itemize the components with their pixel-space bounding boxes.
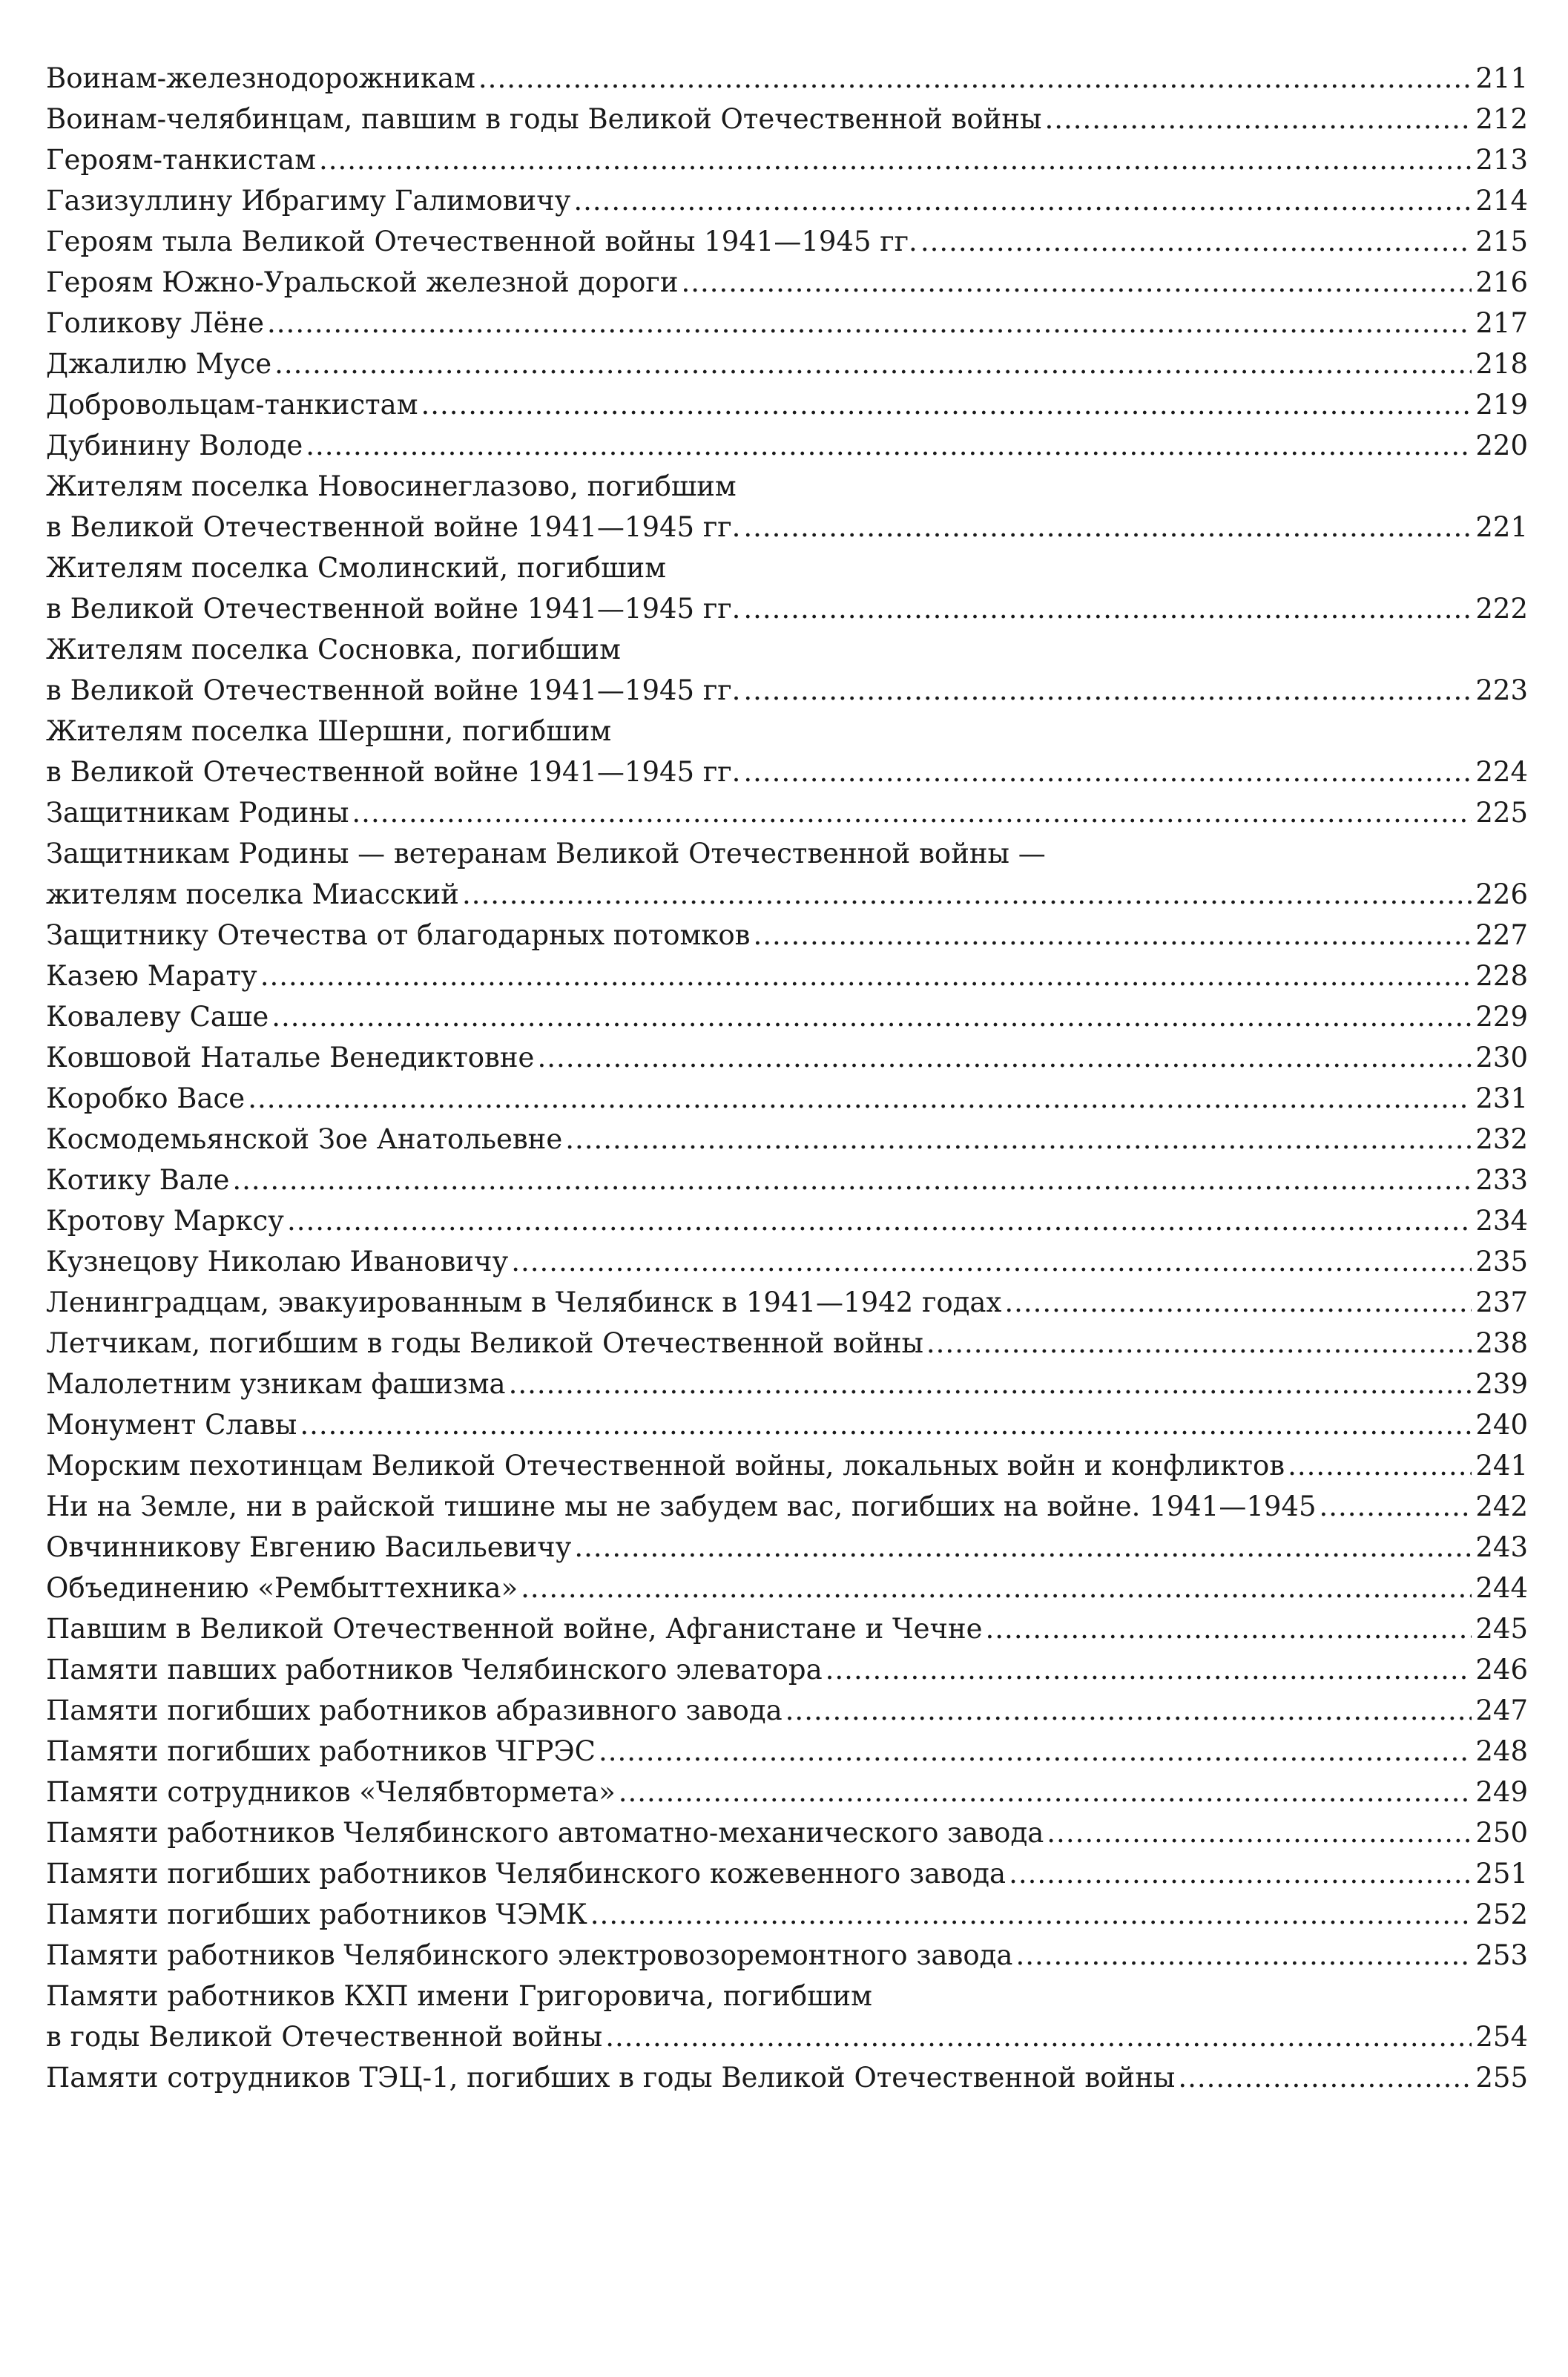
- toc-entry-title: Голикову Лёне: [46, 307, 265, 339]
- toc-entry-page-number: 213: [1475, 144, 1528, 176]
- toc-entry-title: Памяти сотрудников «Челябвтормета»: [46, 1776, 616, 1808]
- toc-entry-title: Космодемьянской Зое Анатольевне: [46, 1123, 563, 1155]
- dot-leader: [1288, 1445, 1472, 1486]
- toc-entry-line: [46, 1812, 1528, 1853]
- toc-entry[interactable]: [46, 99, 1528, 139]
- toc-entry-line: [46, 1078, 1528, 1119]
- dot-leader: [1004, 1282, 1472, 1323]
- toc-entry[interactable]: [46, 629, 1528, 711]
- toc-entry-title-first-line: Жителям поселка Смолинский, погибшим: [46, 552, 666, 584]
- toc-entry[interactable]: [46, 1119, 1528, 1160]
- toc-entry-page-number: 254: [1475, 2021, 1528, 2053]
- toc-entry-page-number: 220: [1475, 430, 1528, 461]
- toc-entry[interactable]: [46, 1853, 1528, 1894]
- toc-entry-page-number: 212: [1475, 103, 1528, 135]
- toc-entry-page-number: 222: [1475, 593, 1528, 625]
- toc-entry[interactable]: [46, 915, 1528, 956]
- toc-entry-page-number: 227: [1475, 919, 1528, 951]
- toc-entry-page-number: 255: [1475, 2062, 1528, 2094]
- toc-entry-page-number: 218: [1475, 348, 1528, 380]
- toc-entry-title: Ленинградцам, эвакуированным в Челябинск в 1941—1942 годах: [46, 1286, 1002, 1318]
- dot-leader: [574, 1527, 1472, 1568]
- toc-entry[interactable]: [46, 1078, 1528, 1119]
- toc-entry-title: Кузнецову Николаю Ивановичу: [46, 1246, 509, 1278]
- toc-entry-page-number: 229: [1475, 1001, 1528, 1033]
- toc-entry[interactable]: [46, 1486, 1528, 1527]
- toc-entry-line: [46, 1364, 1528, 1404]
- dot-leader: [681, 262, 1472, 303]
- toc-entry-line: [46, 2016, 1528, 2057]
- toc-entry[interactable]: [46, 792, 1528, 833]
- dot-leader: [274, 343, 1472, 384]
- toc-entry-page-number: 238: [1475, 1327, 1528, 1359]
- toc-entry-title: Памяти погибших работников Челябинского кожевенного завода: [46, 1858, 1007, 1890]
- dot-leader: [260, 956, 1472, 996]
- dot-leader: [509, 1364, 1472, 1404]
- toc-entry-line: [46, 1486, 1528, 1527]
- toc-entry-page-number: 231: [1475, 1082, 1528, 1114]
- toc-entry[interactable]: [46, 343, 1528, 384]
- toc-entry[interactable]: [46, 1690, 1528, 1731]
- toc-entry-line: [46, 1241, 1528, 1282]
- toc-entry-page-number: 248: [1475, 1735, 1528, 1767]
- dot-leader: [267, 303, 1472, 343]
- toc-entry-title: Памяти сотрудников ТЭЦ-1, погибших в годы Великой Отечественной войны: [46, 2062, 1176, 2094]
- toc-page: [46, 58, 1528, 2098]
- toc-entry-line: [46, 343, 1528, 384]
- toc-entry-title: Героям-танкистам: [46, 144, 316, 176]
- toc-entry[interactable]: [46, 833, 1528, 915]
- dot-leader: [986, 1608, 1472, 1649]
- toc-entry-page-number: 244: [1475, 1572, 1528, 1604]
- dot-leader: [573, 180, 1472, 221]
- dot-leader: [599, 1731, 1472, 1772]
- toc-entry-line: [46, 99, 1528, 139]
- toc-entry[interactable]: [46, 180, 1528, 221]
- toc-entry[interactable]: [46, 711, 1528, 792]
- toc-entry[interactable]: [46, 996, 1528, 1037]
- toc-entry[interactable]: [46, 303, 1528, 343]
- toc-entry-title: в Великой Отечественной войне 1941—1945 гг.: [46, 674, 741, 706]
- toc-entry-title: Малолетним узникам фашизма: [46, 1368, 506, 1400]
- toc-entry-line: [46, 1649, 1528, 1690]
- dot-leader: [300, 1404, 1472, 1445]
- toc-entry-line: [46, 1200, 1528, 1241]
- dot-leader: [743, 752, 1472, 792]
- toc-entry-line: [46, 58, 1528, 99]
- toc-entry-page-number: 245: [1475, 1613, 1528, 1645]
- dot-leader: [287, 1200, 1472, 1241]
- toc-entry[interactable]: [46, 139, 1528, 180]
- toc-entry-page-number: 217: [1475, 307, 1528, 339]
- toc-entry[interactable]: [46, 1894, 1528, 1935]
- dot-leader: [306, 425, 1472, 466]
- toc-entry-page-number: 251: [1475, 1858, 1528, 1890]
- toc-entry-line: [46, 915, 1528, 956]
- toc-entry-title: Котику Вале: [46, 1164, 230, 1196]
- toc-entry-line: [46, 180, 1528, 221]
- dot-leader: [565, 1119, 1472, 1160]
- toc-entry-line: [46, 1935, 1528, 1976]
- toc-entry[interactable]: [46, 262, 1528, 303]
- toc-entry-line: [46, 262, 1528, 303]
- toc-entry-line: [46, 588, 1528, 629]
- toc-entry-title: Морским пехотинцам Великой Отечественной войны, локальных войн и конфликтов: [46, 1450, 1285, 1482]
- toc-entry-page-number: 252: [1475, 1898, 1528, 1930]
- dot-leader: [232, 1160, 1472, 1200]
- toc-entry-page-number: 221: [1475, 511, 1528, 543]
- toc-entry-page-number: 243: [1475, 1531, 1528, 1563]
- toc-entry-title: Ковшовой Наталье Венедиктовне: [46, 1042, 535, 1074]
- toc-entry-page-number: 223: [1475, 674, 1528, 706]
- toc-entry-title: Героям Южно-Уральской железной дороги: [46, 266, 679, 298]
- toc-entry[interactable]: [46, 1364, 1528, 1404]
- toc-entry[interactable]: [46, 1160, 1528, 1200]
- toc-entry-page-number: 239: [1475, 1368, 1528, 1400]
- toc-entry-title: жителям поселка Миасский: [46, 878, 459, 910]
- toc-entry-page-number: 226: [1475, 878, 1528, 910]
- toc-entry-page-number: 224: [1475, 756, 1528, 788]
- toc-entry[interactable]: [46, 956, 1528, 996]
- toc-entry-line: [46, 1731, 1528, 1772]
- dot-leader: [926, 1323, 1472, 1364]
- toc-entry-line: [46, 956, 1528, 996]
- toc-entry-line: [46, 1404, 1528, 1445]
- toc-entry-page-number: 228: [1475, 960, 1528, 992]
- toc-entry-page-number: 240: [1475, 1409, 1528, 1441]
- toc-entry-title: Летчикам, погибшим в годы Великой Отечественной войны: [46, 1327, 923, 1359]
- toc-entry-page-number: 242: [1475, 1490, 1528, 1522]
- table-of-contents: [46, 58, 1528, 2098]
- toc-entry-title: Памяти погибших работников ЧГРЭС: [46, 1735, 596, 1767]
- toc-entry-page-number: 225: [1475, 797, 1528, 829]
- toc-entry[interactable]: [46, 1037, 1528, 1078]
- dot-leader: [521, 1568, 1472, 1608]
- toc-entry-title: Воинам-челябинцам, павшим в годы Великой Отечественной войны: [46, 103, 1042, 135]
- dot-leader: [248, 1078, 1472, 1119]
- toc-entry-line: [46, 1568, 1528, 1608]
- toc-entry-page-number: 219: [1475, 389, 1528, 421]
- dot-leader: [590, 1894, 1472, 1935]
- toc-entry-title-first-line: Памяти работников КХП имени Григоровича, погибшим: [46, 1980, 872, 2012]
- toc-entry-page-number: 214: [1475, 185, 1528, 217]
- toc-entry-title: Газизуллину Ибрагиму Галимовичу: [46, 185, 571, 217]
- toc-entry[interactable]: [46, 1772, 1528, 1812]
- toc-entry-title: в Великой Отечественной войне 1941—1945 гг.: [46, 756, 741, 788]
- toc-entry[interactable]: [46, 548, 1528, 629]
- toc-entry-page-number: 234: [1475, 1205, 1528, 1237]
- toc-entry-line: [46, 996, 1528, 1037]
- toc-entry[interactable]: [46, 221, 1528, 262]
- toc-entry-line: [46, 139, 1528, 180]
- dot-leader: [319, 139, 1472, 180]
- toc-entry-line: [46, 303, 1528, 343]
- toc-entry-title: Объединению «Рембыттехника»: [46, 1572, 518, 1604]
- toc-entry[interactable]: [46, 1935, 1528, 1976]
- dot-leader: [743, 588, 1472, 629]
- toc-entry[interactable]: [46, 1608, 1528, 1649]
- toc-entry-title-first-line: Защитникам Родины — ветеранам Великой Отечественной войны —: [46, 838, 1046, 869]
- toc-entry-page-number: 237: [1475, 1286, 1528, 1318]
- dot-leader: [619, 1772, 1472, 1812]
- toc-entry-title: Джалилю Мусе: [46, 348, 272, 380]
- toc-entry-line: [46, 1037, 1528, 1078]
- toc-entry-line: [46, 1690, 1528, 1731]
- dot-leader: [920, 221, 1472, 262]
- toc-entry-line: [46, 1772, 1528, 1812]
- toc-entry-page-number: 247: [1475, 1694, 1528, 1726]
- dot-leader: [1015, 1935, 1472, 1976]
- dot-leader: [271, 996, 1472, 1037]
- toc-entry-title: Ковалеву Саше: [46, 1001, 269, 1033]
- toc-entry-title: Кротову Марксу: [46, 1205, 284, 1237]
- toc-entry[interactable]: [46, 1649, 1528, 1690]
- toc-entry-line: [46, 384, 1528, 425]
- toc-entry-page-number: 241: [1475, 1450, 1528, 1482]
- toc-entry-title: Коробко Васе: [46, 1082, 246, 1114]
- toc-entry-page-number: 233: [1475, 1164, 1528, 1196]
- toc-entry[interactable]: [46, 1282, 1528, 1323]
- toc-entry-title-first-line: Жителям поселка Сосновка, погибшим: [46, 634, 621, 665]
- toc-entry-title: Дубинину Володе: [46, 430, 303, 461]
- toc-entry-title: Памяти работников Челябинского автоматно-механического завода: [46, 1817, 1044, 1849]
- toc-entry-title: Памяти погибших работников абразивного завода: [46, 1694, 783, 1726]
- dot-leader: [826, 1649, 1472, 1690]
- toc-entry-line: [46, 1323, 1528, 1364]
- dot-leader: [1320, 1486, 1472, 1527]
- toc-entry-title: Героям тыла Великой Отечественной войны 1941—1945 гг.: [46, 226, 918, 257]
- dot-leader: [421, 384, 1472, 425]
- toc-entry[interactable]: [46, 1445, 1528, 1486]
- toc-entry-line: [46, 2057, 1528, 2098]
- toc-entry-page-number: 250: [1475, 1817, 1528, 1849]
- toc-entry[interactable]: [46, 1404, 1528, 1445]
- toc-entry[interactable]: [46, 1241, 1528, 1282]
- dot-leader: [462, 874, 1472, 915]
- toc-entry-title: Павшим в Великой Отечественной войне, Афганистане и Чечне: [46, 1613, 983, 1645]
- dot-leader: [605, 2016, 1472, 2057]
- toc-entry-title: в годы Великой Отечественной войны: [46, 2021, 603, 2053]
- dot-leader: [743, 507, 1472, 548]
- toc-entry-line: [46, 874, 1528, 915]
- toc-entry-line: [46, 1608, 1528, 1649]
- toc-entry[interactable]: [46, 1527, 1528, 1568]
- toc-entry-line: [46, 670, 1528, 711]
- dot-leader: [537, 1037, 1472, 1078]
- dot-leader: [511, 1241, 1472, 1282]
- toc-entry-page-number: 235: [1475, 1246, 1528, 1278]
- toc-entry-line: [46, 425, 1528, 466]
- toc-entry[interactable]: [46, 1323, 1528, 1364]
- toc-entry[interactable]: [46, 425, 1528, 466]
- dot-leader: [1009, 1853, 1472, 1894]
- toc-entry-line: [46, 507, 1528, 548]
- toc-entry-line: [46, 221, 1528, 262]
- toc-entry-title: Ни на Земле, ни в райской тишине мы не забудем вас, погибших на войне. 1941—1945: [46, 1490, 1317, 1522]
- toc-entry-line: [46, 1445, 1528, 1486]
- toc-entry-title: Защитникам Родины: [46, 797, 349, 829]
- dot-leader: [352, 792, 1472, 833]
- dot-leader: [1178, 2057, 1472, 2098]
- dot-leader: [1047, 1812, 1472, 1853]
- toc-entry[interactable]: [46, 1200, 1528, 1241]
- dot-leader: [743, 670, 1472, 711]
- toc-entry-title: Защитнику Отечества от благодарных потомков: [46, 919, 751, 951]
- toc-entry-title: в Великой Отечественной войне 1941—1945 гг.: [46, 593, 741, 625]
- toc-entry-page-number: 232: [1475, 1123, 1528, 1155]
- toc-entry-line: [46, 1282, 1528, 1323]
- toc-entry-line: [46, 752, 1528, 792]
- toc-entry-line: [46, 1119, 1528, 1160]
- toc-entry-line: [46, 1853, 1528, 1894]
- toc-entry[interactable]: [46, 1568, 1528, 1608]
- toc-entry-title: Овчинникову Евгению Васильевичу: [46, 1531, 572, 1563]
- toc-entry-line: [46, 1160, 1528, 1200]
- dot-leader: [1044, 99, 1472, 139]
- toc-entry-line: [46, 1527, 1528, 1568]
- toc-entry-page-number: 215: [1475, 226, 1528, 257]
- dot-leader: [753, 915, 1472, 956]
- toc-entry-title: Памяти павших работников Челябинского элеватора: [46, 1654, 823, 1686]
- toc-entry-title: Памяти работников Челябинского электровозоремонтного завода: [46, 1939, 1013, 1971]
- toc-entry-line: [46, 1894, 1528, 1935]
- toc-entry-title: Добровольцам-танкистам: [46, 389, 418, 421]
- toc-entry-line: [46, 792, 1528, 833]
- toc-entry[interactable]: [46, 1812, 1528, 1853]
- toc-entry-page-number: 249: [1475, 1776, 1528, 1808]
- toc-entry-page-number: 253: [1475, 1939, 1528, 1971]
- toc-entry[interactable]: [46, 384, 1528, 425]
- toc-entry-title: в Великой Отечественной войне 1941—1945 гг.: [46, 511, 741, 543]
- toc-entry-page-number: 216: [1475, 266, 1528, 298]
- toc-entry-title: Монумент Славы: [46, 1409, 297, 1441]
- toc-entry-page-number: 246: [1475, 1654, 1528, 1686]
- toc-entry-title-first-line: Жителям поселка Шершни, погибшим: [46, 715, 612, 747]
- toc-entry-title-first-line: Жителям поселка Новосинеглазово, погибшим: [46, 470, 737, 502]
- toc-entry[interactable]: [46, 2057, 1528, 2098]
- toc-entry[interactable]: [46, 1731, 1528, 1772]
- toc-entry-title: Казею Марату: [46, 960, 257, 992]
- toc-entry[interactable]: [46, 58, 1528, 99]
- toc-entry[interactable]: [46, 466, 1528, 548]
- toc-entry-page-number: 230: [1475, 1042, 1528, 1074]
- toc-entry-title: Воинам-железнодорожникам: [46, 62, 475, 94]
- toc-entry-page-number: 211: [1475, 62, 1528, 94]
- toc-entry[interactable]: [46, 1976, 1528, 2057]
- dot-leader: [478, 58, 1472, 99]
- toc-entry-title: Памяти погибших работников ЧЭМК: [46, 1898, 587, 1930]
- dot-leader: [785, 1690, 1472, 1731]
